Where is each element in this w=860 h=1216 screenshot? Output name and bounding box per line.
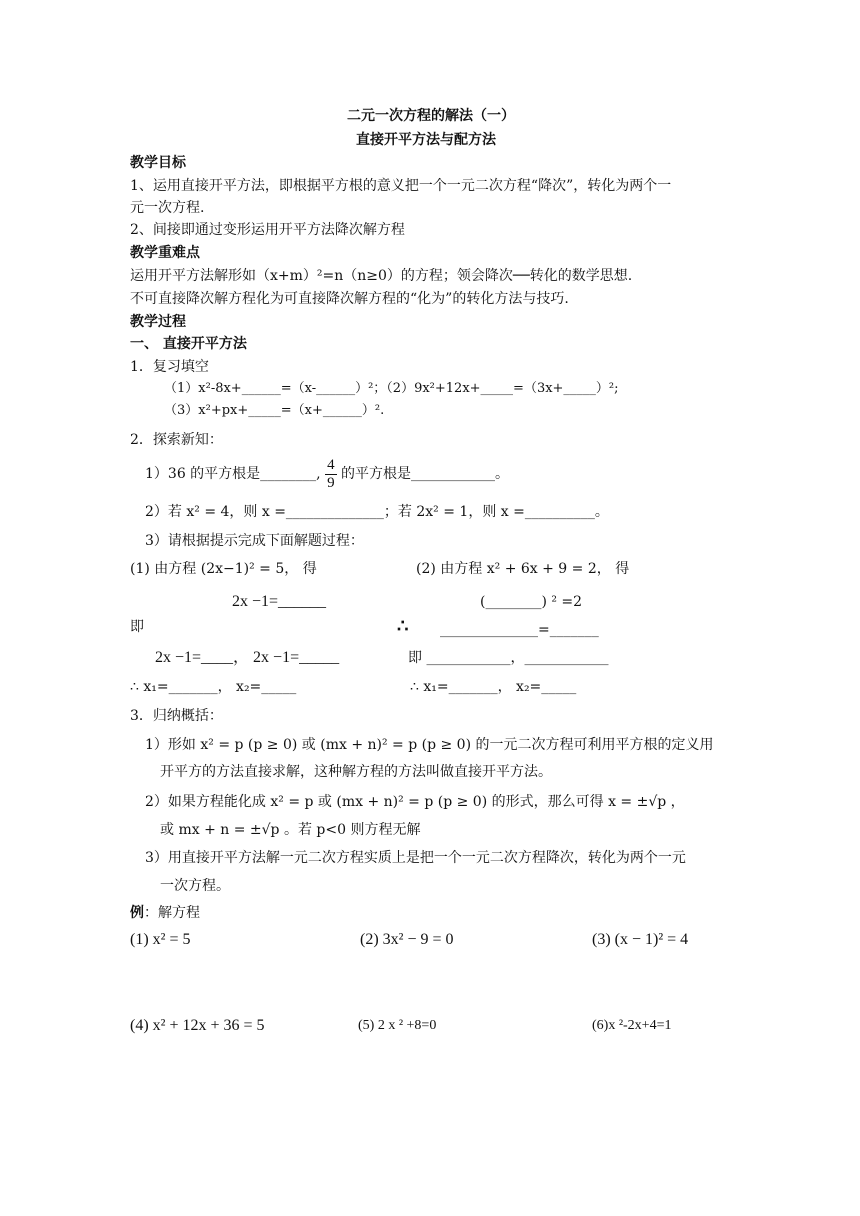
fraction-4-9 xyxy=(325,457,337,492)
summary-3-line1: 3）用直接开平方法解一元二次方程实质上是把一个一元二次方程降次，转化为两个一元 xyxy=(145,850,686,866)
question-2: 2）若 x² = 4，则 x =______________；若 2x² = 1，则 x =__________。 xyxy=(145,504,609,520)
question-1-part-a: 1）36 的平方根是________, xyxy=(145,466,321,482)
summary-label: 3．归纳概括： xyxy=(130,708,223,724)
page-subtitle: 直接开平方法与配方法 xyxy=(356,132,496,148)
problem-1-step1: 2x −1=______ xyxy=(232,593,327,610)
problem-2-roots: ∴ x₁=_______， x₂=_____ xyxy=(410,679,577,695)
goals-item1-line1: 1、运用直接开平方法，即根据平方根的意义把一个一元二次方程“降次”，转化为两个一 xyxy=(130,178,672,194)
keypoints-line1: 运用开平方法解形如（x+m）²=n（n≥0）的方程；领会降次──转化的数学思想. xyxy=(130,268,633,284)
process-heading: 教学过程 xyxy=(130,314,186,330)
question-3: 3）请根据提示完成下面解题过程： xyxy=(145,533,364,549)
example-4: (4) x² + 12x + 36 = 5 xyxy=(130,1017,265,1034)
problem-2-step2: ______________=_______ xyxy=(440,622,599,638)
review-label: 1．复习填空 xyxy=(130,359,209,375)
page-title: 二元一次方程的解法（一） xyxy=(347,108,515,124)
fraction-numerator: 4 xyxy=(327,456,335,473)
goals-heading: 教学目标 xyxy=(130,155,186,171)
keypoints-line2: 不可直接降次解方程化为可直接降次解方程的“化为”的转化方法与技巧. xyxy=(130,291,569,307)
review-line2: （3）x²+px+_____=（x+______）². xyxy=(164,403,385,418)
problem-2-step1: (________) ² =2 xyxy=(480,594,583,610)
goals-item1-line2: 元一次方程. xyxy=(130,200,205,216)
example-3: (3) (x − 1)² = 4 xyxy=(592,931,689,948)
example-heading xyxy=(130,903,200,923)
keypoints-heading: 教学重难点 xyxy=(130,245,200,261)
explore-label: 2．探索新知： xyxy=(130,432,223,448)
question-1-part-b: 的平方根是____________。 xyxy=(341,466,510,482)
problem-2-step3: 即 ____________，____________ xyxy=(408,650,609,666)
example-suffix: ：解方程 xyxy=(144,905,200,921)
section1-heading: 一、 直接开平方法 xyxy=(130,336,247,352)
fraction-denominator: 9 xyxy=(327,474,335,491)
summary-3-line2: 一次方程。 xyxy=(160,878,230,894)
example-1: (1) x² = 5 xyxy=(130,931,191,948)
example-2: (2) 3x² − 9 = 0 xyxy=(360,931,454,948)
summary-2-line1: 2）如果方程能化成 x² = p 或 (mx + n)² = p (p ≥ 0) 的形式，那么可得 x = ±√p ， xyxy=(145,794,685,810)
question-1 xyxy=(145,454,509,494)
therefore-symbol: ∴ xyxy=(397,616,409,637)
example-6: (6)x ²-2x+4=1 xyxy=(592,1018,672,1033)
summary-1-line1: 1）形如 x² = p (p ≥ 0) 或 (mx + n)² = p (p ≥ 0) 的一元二次方程可利用平方根的定义用 xyxy=(145,737,714,753)
summary-1-line2: 开平方的方法直接求解，这种解方程的方法叫做直接开平方法。 xyxy=(160,764,552,780)
example-label: 例 xyxy=(130,905,144,921)
goals-item2: 2、间接即通过变形运用开平方法降次解方程 xyxy=(130,222,405,238)
summary-2-line2: 或 mx + n = ±√p 。若 p<0 则方程无解 xyxy=(160,822,421,838)
problem-1-head: (1) 由方程 (2x−1)² = 5， 得 xyxy=(130,561,317,577)
example-5: (5) 2 x ² +8=0 xyxy=(358,1018,437,1033)
problem-1-roots: ∴ x₁=_______， x₂=_____ xyxy=(130,679,297,695)
problem-1-step2: 2x −1=____， 2x −1=_____ xyxy=(155,649,340,666)
problem-2-head: (2) 由方程 x² + 6x + 9 = 2， 得 xyxy=(416,561,630,577)
ji-label: 即 xyxy=(130,619,144,635)
review-line1: （1）x²-8x+______=（x-______）²；（2）9x²+12x+_____=（3x+_____）²; xyxy=(164,381,619,396)
